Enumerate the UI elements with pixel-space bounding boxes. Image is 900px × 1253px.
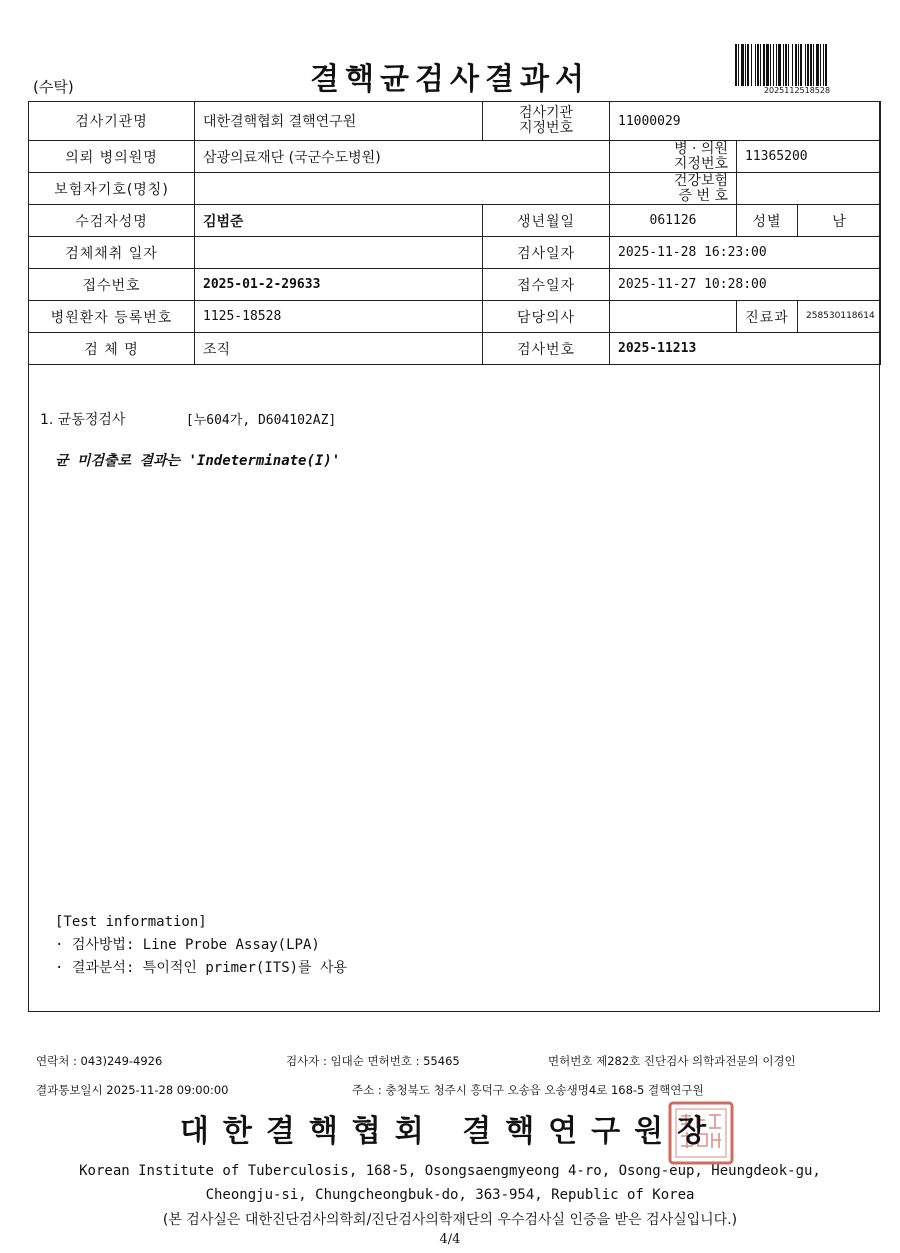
barcode-bar <box>778 44 781 86</box>
receipt-number-value: 2025-01-2-29633 <box>195 269 483 301</box>
barcode-bar <box>783 44 784 86</box>
test-number-label: 검사번호 <box>483 333 610 365</box>
copy-label: (수탁) <box>33 78 74 96</box>
department-label: 진료과 <box>737 301 798 333</box>
birthdate-label: 생년월일 <box>483 205 610 237</box>
doctor-value <box>610 301 737 333</box>
patient-id-value: 1125-18528 <box>195 301 483 333</box>
page-number: 4/4 <box>439 1232 461 1247</box>
barcode-bar <box>813 44 814 86</box>
patient-name-value: 김범준 <box>195 205 483 237</box>
table-row <box>29 237 881 269</box>
barcode-bar <box>810 44 812 86</box>
barcode-bar <box>820 44 821 86</box>
hospital-label: 의뢰 병의원명 <box>29 141 195 173</box>
barcode-bar <box>788 44 789 86</box>
barcode-bar <box>800 44 802 86</box>
barcode-bar <box>738 44 739 86</box>
table-row <box>29 141 881 173</box>
test-item <box>40 409 336 429</box>
contact-number: 연락처 : 043)249-4926 <box>36 1054 163 1068</box>
insurer-value <box>195 173 610 205</box>
examiner-info: 검사자 : 임대순 면허번호 : 55465 <box>286 1054 460 1068</box>
barcode-bar <box>773 44 774 86</box>
institution-code-value: 11000029 <box>610 102 881 141</box>
patient-id-label: 병원환자 등록번호 <box>29 301 195 333</box>
table-row <box>29 301 881 333</box>
barcode-bar <box>770 44 771 86</box>
barcode-bar <box>755 44 756 86</box>
barcode-bar <box>741 44 744 86</box>
test-date-label: 검사일자 <box>483 237 610 269</box>
address-english-line1: Korean Institute of Tuberculosis, 168-5, Osongsaengmyeong 4-ro, Osong-eup, Heungdeok-gu, <box>79 1163 821 1179</box>
test-code: [누604가, D604102AZ] <box>185 413 337 428</box>
barcode-bar <box>792 44 793 86</box>
document-title: 결핵균검사결과서 <box>310 62 590 97</box>
barcode-bar <box>816 44 819 86</box>
patient-info-table <box>28 101 881 365</box>
address-english-line2: Cheongju-si, Chungcheongbuk-do, 363-954, Republic of Korea <box>205 1187 695 1203</box>
barcode-bar <box>823 44 824 86</box>
hospital-value: 삼광의료재단 (국군수도병원) <box>195 141 610 173</box>
barcode-bar <box>798 44 799 86</box>
test-number-value: 2025-11213 <box>610 333 881 365</box>
table-row <box>29 102 881 141</box>
specimen-label: 검 체 명 <box>29 333 195 365</box>
specialist-info: 면허번호 제282호 진단검사 의학과전문의 이경인 <box>548 1054 796 1068</box>
hospital-code-label: 병 · 의원 지정번호 <box>610 141 737 173</box>
doctor-label: 담당의사 <box>483 301 610 333</box>
certification-note: (본 검사실은 대한진단검사의학회/진단검사의학재단의 우수검사실 인증을 받은 검사실입니다.) <box>162 1212 738 1228</box>
institution-label: 검사기관명 <box>29 102 195 141</box>
barcode-bar <box>795 44 797 86</box>
barcode-number: 2025112518528 <box>763 86 831 95</box>
address-korean: 주소 : 충청북도 청주시 흥덕구 오송읍 오송생명4로 168-5 결핵연구원 <box>352 1083 704 1097</box>
institution-name: 대한결핵협회 결핵연구원장 <box>179 1114 721 1149</box>
barcode-bar <box>747 44 749 86</box>
notice-date: 결과통보일시 2025-11-28 09:00:00 <box>36 1083 229 1097</box>
barcode-bar <box>776 44 777 86</box>
receipt-date-label: 접수일자 <box>483 269 610 301</box>
institution-code-label: 검사기관 지정번호 <box>483 102 610 141</box>
table-row <box>29 205 881 237</box>
barcode-bar <box>807 44 809 86</box>
receipt-number-label: 접수번호 <box>29 269 195 301</box>
table-row <box>29 333 881 365</box>
barcode-bar <box>825 44 827 86</box>
test-info-method: · 검사방법: Line Probe Assay(LPA) <box>55 937 320 953</box>
barcode-bar <box>757 44 759 86</box>
receipt-date-value: 2025-11-27 10:28:00 <box>610 269 881 301</box>
sex-label: 성별 <box>737 205 798 237</box>
sex-value: 남 <box>798 205 881 237</box>
sample-date-label: 검체채취 일자 <box>29 237 195 269</box>
insurance-number-label: 건강보험 증 번 호 <box>610 173 737 205</box>
barcode-bar <box>751 44 752 86</box>
test-name: 1. 균동정검사 <box>40 412 126 428</box>
barcode-bar <box>760 44 761 86</box>
barcode-bar <box>745 44 746 86</box>
barcode-bar <box>735 44 737 86</box>
sample-date-value <box>195 237 483 269</box>
insurer-label: 보험자기호(명칭) <box>29 173 195 205</box>
insurance-number-value <box>737 173 881 205</box>
barcode-bar <box>785 44 787 86</box>
test-info-analysis: · 결과분석: 특이적인 primer(ITS)를 사용 <box>55 960 348 976</box>
institution-value: 대한결핵협회 결핵연구원 <box>195 102 483 141</box>
test-information <box>55 911 347 980</box>
table-row <box>29 173 881 205</box>
result-text: 균 미검출로 결과는 'Indeterminate(I)' <box>55 453 341 469</box>
barcode-bar <box>766 44 769 86</box>
test-date-value: 2025-11-28 16:23:00 <box>610 237 881 269</box>
department-value: 258530118614 <box>798 301 881 333</box>
birthdate-value: 061126 <box>610 205 737 237</box>
patient-name-label: 수검자성명 <box>29 205 195 237</box>
barcode-image <box>733 44 861 86</box>
barcode-bar <box>805 44 806 86</box>
test-info-title: [Test information] <box>55 914 207 930</box>
hospital-code-value: 11365200 <box>737 141 881 173</box>
specimen-value: 조직 <box>195 333 483 365</box>
table-row <box>29 269 881 301</box>
barcode-bar <box>763 44 765 86</box>
